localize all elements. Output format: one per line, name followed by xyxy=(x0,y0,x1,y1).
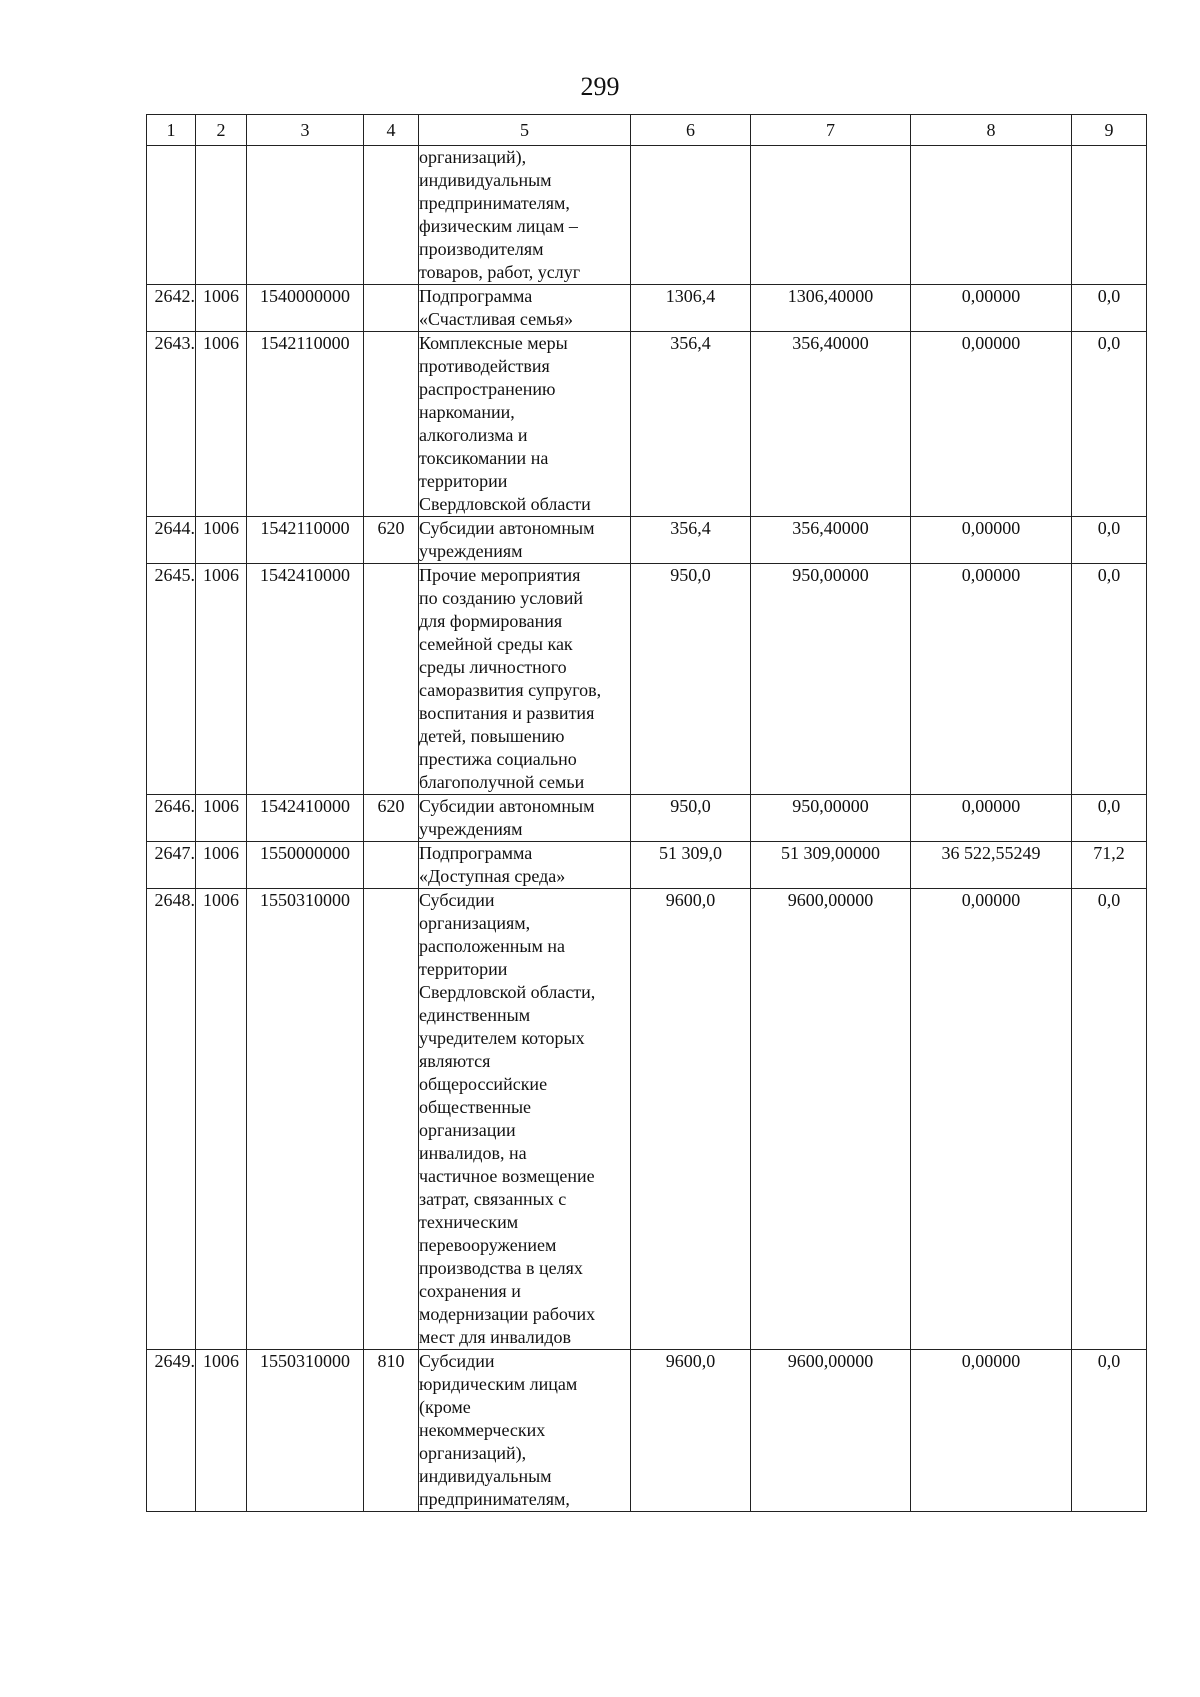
item-name-line: Свердловской области xyxy=(419,494,591,514)
item-name-line: Свердловской области, xyxy=(419,982,596,1002)
item-name-line: «Доступная среда» xyxy=(419,866,566,886)
executed-amount xyxy=(911,146,1072,285)
page-number: 299 xyxy=(580,72,620,101)
planned-amount: 356,4 xyxy=(631,332,751,517)
execution-percent: 0,0 xyxy=(1072,564,1147,795)
item-name-line: организаций), xyxy=(419,147,527,167)
item-name xyxy=(419,332,631,517)
law-amount: 356,40000 xyxy=(751,517,911,564)
target-article-code: 1550000000 xyxy=(247,842,364,889)
table-row xyxy=(147,517,1147,564)
item-name-line: токсикомании на xyxy=(419,448,549,468)
item-name-line: модернизации рабочих xyxy=(419,1304,596,1324)
law-amount: 51 309,00000 xyxy=(751,842,911,889)
section-code: 1006 xyxy=(196,842,247,889)
expense-type-code: 620 xyxy=(364,795,419,842)
executed-amount: 0,00000 xyxy=(911,889,1072,1350)
planned-amount: 950,0 xyxy=(631,564,751,795)
item-name xyxy=(419,1350,631,1512)
execution-percent: 71,2 xyxy=(1072,842,1147,889)
item-name xyxy=(419,285,631,332)
executed-amount: 0,00000 xyxy=(911,332,1072,517)
section-code: 1006 xyxy=(196,795,247,842)
budget-table xyxy=(146,114,1147,1512)
table-body xyxy=(147,146,1147,1512)
section-code xyxy=(196,146,247,285)
executed-amount: 0,00000 xyxy=(911,795,1072,842)
item-name-line: благополучной семьи xyxy=(419,772,585,792)
item-name-line: общественные xyxy=(419,1097,532,1117)
item-name-line: организациям, xyxy=(419,913,531,933)
executed-amount: 0,00000 xyxy=(911,285,1072,332)
planned-amount: 9600,0 xyxy=(631,889,751,1350)
law-amount: 9600,00000 xyxy=(751,1350,911,1512)
target-article-code: 1540000000 xyxy=(247,285,364,332)
item-name-line: производителям xyxy=(419,239,544,259)
expense-type-code xyxy=(364,332,419,517)
target-article-code: 1542110000 xyxy=(247,332,364,517)
law-amount xyxy=(751,146,911,285)
item-name-line: являются xyxy=(419,1051,491,1071)
execution-percent: 0,0 xyxy=(1072,285,1147,332)
item-name xyxy=(419,842,631,889)
item-name-line: единственным xyxy=(419,1005,531,1025)
execution-percent: 0,0 xyxy=(1072,889,1147,1350)
execution-percent: 0,0 xyxy=(1072,795,1147,842)
target-article-code xyxy=(247,146,364,285)
header-cell: 2 xyxy=(196,115,247,146)
table-row xyxy=(147,795,1147,842)
item-name-line: предпринимателям, xyxy=(419,193,570,213)
table-row xyxy=(147,842,1147,889)
expense-type-code xyxy=(364,889,419,1350)
law-amount: 950,00000 xyxy=(751,564,911,795)
item-name-line: предпринимателям, xyxy=(419,1489,570,1509)
item-name-line: организации xyxy=(419,1120,516,1140)
item-name-line: учреждениям xyxy=(419,819,523,839)
item-name-line: саморазвития супругов, xyxy=(419,680,602,700)
item-name-line: Подпрограмма xyxy=(419,286,533,306)
expense-type-code: 810 xyxy=(364,1350,419,1512)
planned-amount: 1306,4 xyxy=(631,285,751,332)
planned-amount: 950,0 xyxy=(631,795,751,842)
row-number: 2647. xyxy=(147,842,196,889)
item-name-line: учреждениям xyxy=(419,541,523,561)
item-name-line: «Счастливая семья» xyxy=(419,309,573,329)
item-name xyxy=(419,146,631,285)
target-article-code: 1542410000 xyxy=(247,564,364,795)
item-name xyxy=(419,564,631,795)
item-name-line: алкоголизма и xyxy=(419,425,528,445)
item-name-line: противодействия xyxy=(419,356,550,376)
section-code: 1006 xyxy=(196,564,247,795)
target-article-code: 1542410000 xyxy=(247,795,364,842)
header-row xyxy=(147,115,1147,146)
target-article-code: 1550310000 xyxy=(247,889,364,1350)
law-amount: 950,00000 xyxy=(751,795,911,842)
item-name-line: семейной среды как xyxy=(419,634,573,654)
row-number xyxy=(147,146,196,285)
item-name-line: Комплексные меры xyxy=(419,333,568,353)
expense-type-code: 620 xyxy=(364,517,419,564)
executed-amount: 36 522,55249 xyxy=(911,842,1072,889)
item-name-line: некоммерческих xyxy=(419,1420,546,1440)
item-name-line: техническим xyxy=(419,1212,519,1232)
header-cell: 7 xyxy=(751,115,911,146)
expense-type-code xyxy=(364,285,419,332)
item-name-line: территории xyxy=(419,959,508,979)
header-cell: 8 xyxy=(911,115,1072,146)
item-name xyxy=(419,517,631,564)
item-name-line: Субсидии xyxy=(419,1351,495,1371)
table-row xyxy=(147,285,1147,332)
table-row xyxy=(147,564,1147,795)
item-name-line: территории xyxy=(419,471,508,491)
row-number: 2646. xyxy=(147,795,196,842)
item-name-line: инвалидов, на xyxy=(419,1143,527,1163)
header-cell: 9 xyxy=(1072,115,1147,146)
item-name-line: расположенным на xyxy=(419,936,565,956)
law-amount: 356,40000 xyxy=(751,332,911,517)
item-name-line: Подпрограмма xyxy=(419,843,533,863)
execution-percent: 0,0 xyxy=(1072,1350,1147,1512)
section-code: 1006 xyxy=(196,517,247,564)
header-cell: 4 xyxy=(364,115,419,146)
item-name-line: индивидуальным xyxy=(419,1466,552,1486)
row-number: 2648. xyxy=(147,889,196,1350)
item-name-line: юридическим лицам xyxy=(419,1374,578,1394)
row-number: 2642. xyxy=(147,285,196,332)
item-name-line: детей, повышению xyxy=(419,726,565,746)
item-name-line: мест для инвалидов xyxy=(419,1327,572,1347)
item-name-line: для формирования xyxy=(419,611,563,631)
planned-amount: 356,4 xyxy=(631,517,751,564)
item-name-line: (кроме xyxy=(419,1397,471,1417)
executed-amount: 0,00000 xyxy=(911,517,1072,564)
table-row xyxy=(147,146,1147,285)
header-cell: 6 xyxy=(631,115,751,146)
expense-type-code xyxy=(364,842,419,889)
table-row xyxy=(147,332,1147,517)
planned-amount: 51 309,0 xyxy=(631,842,751,889)
executed-amount: 0,00000 xyxy=(911,1350,1072,1512)
executed-amount: 0,00000 xyxy=(911,564,1072,795)
planned-amount: 9600,0 xyxy=(631,1350,751,1512)
table-row xyxy=(147,1350,1147,1512)
row-number: 2644. xyxy=(147,517,196,564)
law-amount: 1306,40000 xyxy=(751,285,911,332)
item-name-line: Прочие мероприятия xyxy=(419,565,581,585)
section-code: 1006 xyxy=(196,332,247,517)
item-name-line: производства в целях xyxy=(419,1258,583,1278)
item-name-line: распространению xyxy=(419,379,556,399)
expense-type-code xyxy=(364,564,419,795)
item-name-line: Субсидии автономным xyxy=(419,518,595,538)
header-cell: 5 xyxy=(419,115,631,146)
row-number: 2643. xyxy=(147,332,196,517)
section-code: 1006 xyxy=(196,1350,247,1512)
item-name-line: наркомании, xyxy=(419,402,515,422)
target-article-code: 1542110000 xyxy=(247,517,364,564)
item-name-line: товаров, работ, услуг xyxy=(419,262,581,282)
section-code: 1006 xyxy=(196,889,247,1350)
header-cell: 3 xyxy=(247,115,364,146)
execution-percent: 0,0 xyxy=(1072,517,1147,564)
planned-amount xyxy=(631,146,751,285)
expense-type-code xyxy=(364,146,419,285)
item-name-line: среды личностного xyxy=(419,657,567,677)
target-article-code: 1550310000 xyxy=(247,1350,364,1512)
item-name-line: индивидуальным xyxy=(419,170,552,190)
item-name-line: общероссийские xyxy=(419,1074,548,1094)
item-name-line: учредителем которых xyxy=(419,1028,585,1048)
header-cell: 1 xyxy=(147,115,196,146)
item-name-line: затрат, связанных с xyxy=(419,1189,567,1209)
row-number: 2649. xyxy=(147,1350,196,1512)
item-name-line: Субсидии xyxy=(419,890,495,910)
item-name-line: сохранения и xyxy=(419,1281,521,1301)
item-name xyxy=(419,795,631,842)
row-number: 2645. xyxy=(147,564,196,795)
execution-percent xyxy=(1072,146,1147,285)
item-name xyxy=(419,889,631,1350)
item-name-line: Субсидии автономным xyxy=(419,796,595,816)
execution-percent: 0,0 xyxy=(1072,332,1147,517)
law-amount: 9600,00000 xyxy=(751,889,911,1350)
item-name-line: престижа социально xyxy=(419,749,577,769)
section-code: 1006 xyxy=(196,285,247,332)
item-name-line: физическим лицам – xyxy=(419,216,578,236)
item-name-line: по созданию условий xyxy=(419,588,584,608)
item-name-line: частичное возмещение xyxy=(419,1166,595,1186)
table-row xyxy=(147,889,1147,1350)
item-name-line: воспитания и развития xyxy=(419,703,595,723)
item-name-line: перевооружением xyxy=(419,1235,557,1255)
item-name-line: организаций), xyxy=(419,1443,527,1463)
